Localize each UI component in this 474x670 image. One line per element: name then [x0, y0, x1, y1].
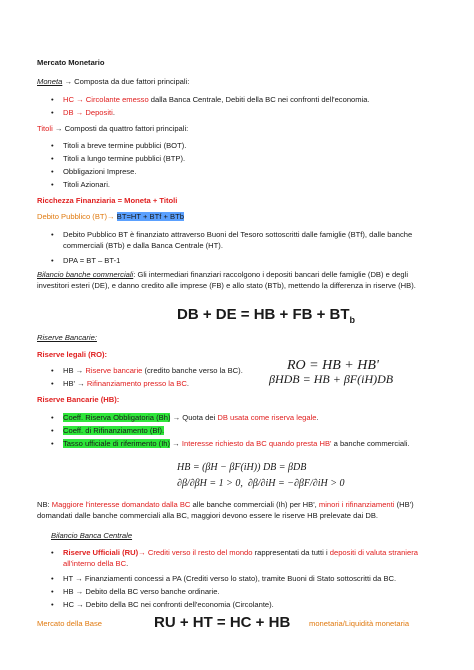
bilancio-bc-item: [63, 574, 396, 584]
nb-prefix: NB:: [37, 500, 52, 509]
moneta-label: Moneta: [37, 77, 63, 86]
equation-hb: HB = (βH − βF(iH)) DB = βDB: [177, 462, 307, 473]
footer-right: monetaria/Liquidità monetaria: [309, 619, 410, 628]
equation-ro: RO = HB + HB': [287, 358, 379, 373]
debito-heading: [37, 212, 184, 222]
bilancio-equation: [177, 306, 355, 329]
item-rest: .: [126, 558, 129, 568]
equation-partial-1: ∂β/∂βH = 1 > 0,: [177, 478, 243, 489]
item-red: Interesse richiesto da BC quando presta HB': [181, 439, 332, 448]
riserve-legali-heading: Riserve legali (RO):: [37, 350, 108, 359]
bullet-icon: •: [51, 256, 54, 265]
bilancio-bc-item: [63, 548, 443, 569]
item-rest: .: [316, 413, 319, 422]
bullet-icon: •: [51, 379, 54, 388]
item-red-2: depositi di valuta straniera all'interno della BC: [63, 548, 418, 568]
equation-partials: [177, 478, 344, 490]
nb-paragraph: [37, 500, 442, 521]
moneta-item-db: [63, 108, 115, 118]
debito-label: Debito Pubblico (BT)→: [37, 212, 115, 221]
bullet-icon: •: [51, 95, 54, 104]
riserve-bancarie-item: [63, 439, 443, 450]
bullet-icon: •: [51, 108, 54, 117]
titoli-desc: → Composti da quattro fattori principali:: [52, 124, 189, 133]
bullet-icon: •: [51, 574, 54, 583]
moneta-item-db-key: DB → Depositi: [63, 108, 113, 117]
titoli-item: Titoli a lungo termine pubblici (BTP).: [63, 154, 186, 163]
item-text: → Quota dei: [170, 413, 218, 422]
item-highlight: Tasso ufficiale di riferimento (Ih): [63, 439, 171, 448]
item-highlight: Coeff. Riserva Obbligatoria (Bh): [63, 413, 171, 422]
titoli-item: Obbligazioni Imprese.: [63, 167, 137, 176]
bullet-icon: •: [51, 439, 54, 448]
riserve-legali-item: [63, 366, 243, 376]
item-red: Crediti verso il resto del mondo: [145, 548, 253, 557]
item-rest: .: [186, 379, 189, 388]
bullet-icon: •: [51, 366, 54, 375]
riserve-bancarie-heading: Riserve Bancarie (HB):: [37, 395, 120, 404]
bullet-icon: •: [51, 413, 54, 422]
bilancio-equation-main: DB + DE = HB + FB + BT: [177, 306, 350, 323]
item-text: Finanziamenti concessi a PA (Crediti verso lo stato), tramite Buoni di Stato sottoscritti da BC.: [84, 574, 397, 583]
bilancio-bc-heading: Bilancio Banca Centrale: [51, 531, 133, 540]
item-key: Riserve Ufficiali (RU)→: [63, 548, 146, 557]
moneta-item-hc-text: dalla Banca Centrale, Debiti della BC nei confronti dell'economia.: [148, 95, 370, 104]
item-red: DB usata come riserva legale: [217, 413, 317, 422]
bilancio-label: Bilancio banche commerciali: [37, 270, 134, 279]
bullet-icon: •: [51, 426, 54, 435]
footer-equation: RU + HT = HC + HB: [154, 614, 291, 631]
equation-beta-h: βHDB = HB + βF(iH)DB: [269, 372, 394, 386]
titoli-item: Titoli Azionari.: [63, 180, 110, 189]
bilancio-bc-item: [63, 600, 274, 610]
nb-red-2: minori i rifinanziamenti: [318, 500, 395, 509]
bullet-icon: •: [51, 600, 54, 609]
moneta-item-hc: [63, 95, 370, 105]
item-key: HB →: [63, 366, 86, 375]
debito-dpa: DPA = BT – BT-1: [63, 256, 121, 265]
riserve-heading: Riserve Bancarie:: [37, 333, 97, 342]
bullet-icon: •: [51, 230, 54, 239]
bullet-icon: •: [51, 154, 54, 163]
moneta-item-hc-key: HC → Circolante emesso: [63, 95, 149, 104]
item-highlight: Coeff. di Rifinanziamento (Bf).: [63, 426, 165, 435]
equation-partial-2: ∂β/∂iH = −∂βF/∂iH > 0: [247, 478, 345, 489]
bullet-icon: •: [51, 587, 54, 596]
bilancio-equation-sub: b: [349, 315, 356, 325]
nb-red-1: Maggiore l'interesse domandato dalla BC: [51, 500, 191, 509]
riserve-bancarie-item: [63, 426, 164, 436]
nb-rest: (HB') domandati dalle banche commerciali alla BC, maggiori devono essere le riserve HB prelevate dai DB.: [37, 500, 414, 520]
moneta-desc: → Composta da due fattori principali:: [62, 77, 190, 86]
titoli-item: Titoli a breve termine pubblici (BOT).: [63, 141, 187, 150]
debito-formula: BT=HT + BTf + BTb: [116, 212, 184, 221]
titoli-heading: [37, 124, 188, 134]
debito-item: Debito Pubblico BT è finanziato attraverso Buoni del Tesoro sottoscritti dalle famiglie (BTf), dalle banche commerciali (BTb) e dalla Banca Centrale (HT).: [63, 230, 413, 250]
moneta-heading: [37, 77, 189, 87]
ricchezza-finanziaria: Ricchezza Finanziaria = Moneta + Titoli: [37, 196, 178, 205]
item-text: Debito della BC verso banche ordinarie.: [85, 587, 220, 596]
item-text: Debito della BC nei confronti dell'economia (Circolante).: [85, 600, 274, 609]
page-title: Mercato Monetario: [37, 58, 105, 67]
bilancio-paragraph: [37, 270, 442, 291]
bullet-icon: •: [51, 167, 54, 176]
nb-mid: alle banche commerciali (Ih) per HB',: [190, 500, 319, 509]
riserve-bancarie-item: [63, 413, 319, 423]
item-key: HB' →: [63, 379, 87, 388]
moneta-item-db-text: .: [112, 108, 115, 117]
item-text: →: [170, 439, 182, 448]
item-key: HC →: [63, 600, 86, 609]
item-key: HB →: [63, 587, 86, 596]
item-text: rappresentati da tutti i: [252, 548, 330, 557]
bilancio-text: : Gli intermediari finanziari raccolgono i depositi bancari delle famiglie (DB) e degli investitori esteri (DE), e danno credito alle imprese (FB) e allo stato (BTb), mettendo la differenza in riserve (HB).: [37, 270, 416, 290]
item-key: HT →: [63, 574, 85, 583]
bullet-icon: •: [51, 180, 54, 189]
item-rest: (credito banche verso la BC).: [142, 366, 243, 375]
bullet-icon: •: [51, 141, 54, 150]
bilancio-bc-item: [63, 587, 220, 597]
titoli-label: Titoli: [37, 124, 53, 133]
bullet-icon: •: [51, 548, 54, 557]
item-rest: a banche commerciali.: [331, 439, 410, 448]
item-red: Rifinanziamento presso la BC: [86, 379, 187, 388]
riserve-legali-item: [63, 379, 189, 389]
footer-left: Mercato della Base: [37, 619, 103, 628]
item-red: Riserve bancarie: [85, 366, 143, 375]
